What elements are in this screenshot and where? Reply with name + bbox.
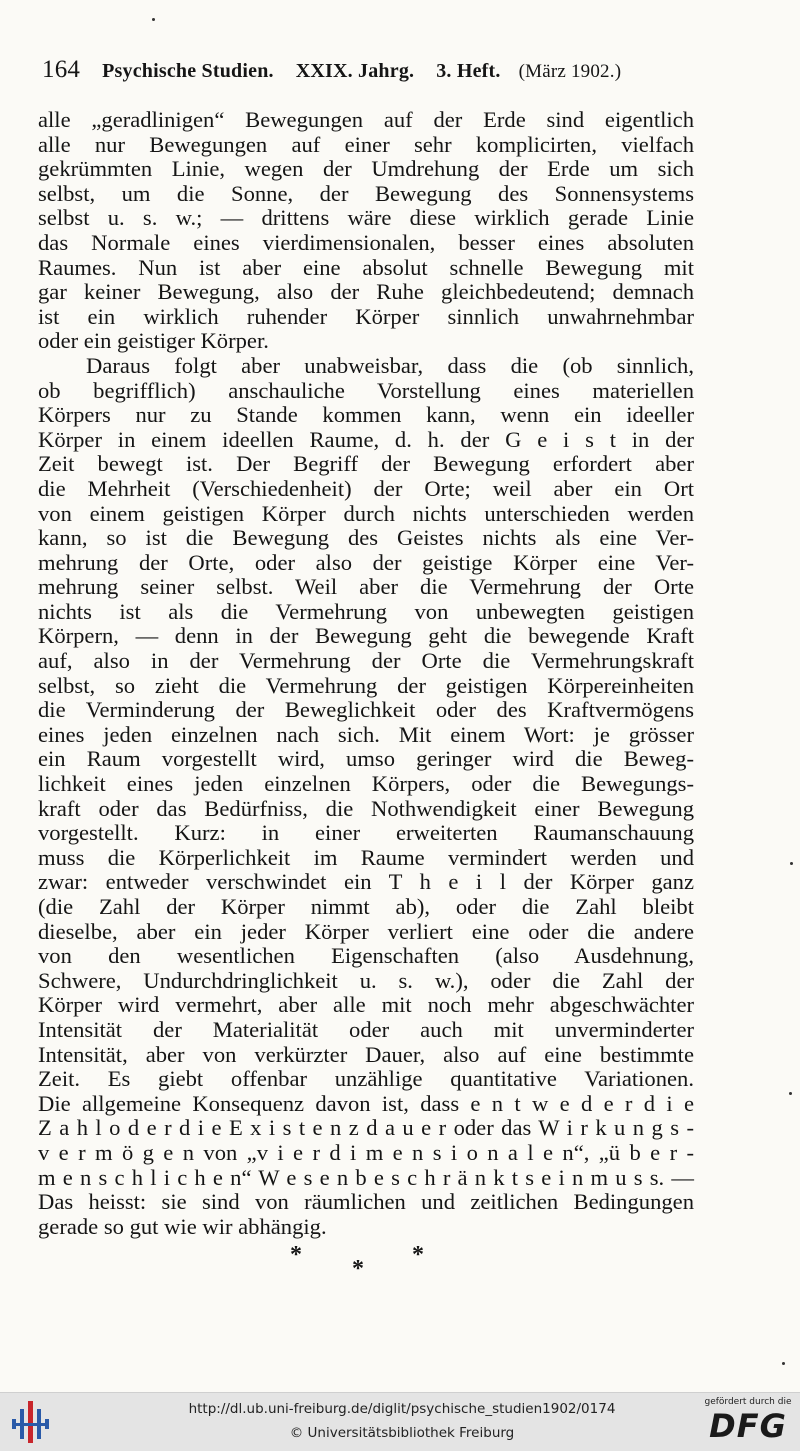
- section-separator: [282, 1242, 442, 1282]
- text-line: das Normale eines vierdimensionalen, besser eines absoluten: [38, 229, 694, 255]
- issue-label: 3. Heft.: [436, 60, 501, 82]
- text-line: Körpers nur zu Stande kommen kann, wenn ein ideeller: [38, 402, 694, 428]
- text-line: von den wesentlichen Eigenschaften (also Ausdehnung,: [38, 943, 694, 969]
- dfg-caption: gefördert durch die: [704, 1397, 792, 1407]
- text-line: oder ein geistiger Körper.: [38, 328, 269, 354]
- dfg-logo-icon: DFG: [709, 1407, 787, 1445]
- copyright-notice: © Universitätsbibliothek Freiburg: [289, 1425, 515, 1441]
- text-line: gekrümmten Linie, wegen der Umdrehung der Erde um sich: [38, 156, 694, 182]
- text-line: selbst, um die Sonne, der Bewegung des Sonnensystems: [38, 180, 694, 206]
- text-line: m e n s c h l i c h e n“ W e s e n b e s c h r ä n k t s e i n m u s s. —: [38, 1164, 694, 1190]
- text-line: (die Zahl der Körper nimmt ab), oder die Zahl bleibt: [38, 894, 694, 919]
- asterisk: *: [412, 1242, 424, 1268]
- university-library-logo-icon: [10, 1399, 54, 1445]
- text-line: Körper wird vermehrt, aber alle mit noch mehr abgeschwächter: [38, 992, 694, 1018]
- text-line: ob begrifflich) anschauliche Vorstellung eines materiellen: [38, 377, 694, 403]
- body-text: [38, 108, 694, 1248]
- text-line: Körper in einem ideellen Raume, d. h. der G e i s t in der: [38, 426, 694, 452]
- text-line: eines jeden einzelnen nach sich. Mit einem Wort: je grösser: [38, 721, 694, 747]
- text-line: Zeit bewegt ist. Der Begriff der Bewegung erfordert aber: [38, 451, 694, 477]
- text-line: von einem geistigen Körper durch nichts unterschieden werden: [38, 500, 694, 526]
- text-line: nichts ist als die Vermehrung von unbewegten geistigen: [38, 598, 694, 624]
- text-line: Daraus folgt aber unabweisbar, dass die (ob sinnlich,: [86, 352, 694, 378]
- scan-speck: [782, 1362, 785, 1365]
- scan-speck: [789, 1092, 792, 1095]
- text-line: Intensität, aber von verkürzter Dauer, also auf eine bestimmte: [38, 1041, 694, 1067]
- text-line: alle „geradlinigen“ Bewegungen auf der Erde sind eigentlich: [38, 107, 694, 132]
- source-url[interactable]: http://dl.ub.uni-freiburg.de/diglit/psychische_studien1902/0174: [188, 1401, 616, 1417]
- volume-label: XXIX. Jahrg.: [295, 60, 415, 82]
- issue-date: (März 1902.): [518, 61, 622, 82]
- text-line: selbst u. s. w.; — drittens wäre diese wirklich gerade Linie: [38, 205, 694, 231]
- text-line: alle nur Bewegungen auf einer sehr komplicirten, vielfach: [38, 131, 694, 157]
- text-line: lichkeit eines jeden einzelnen Körpers, oder die Bewegungs-: [38, 771, 694, 797]
- text-line: gar keiner Bewegung, also der Ruhe gleichbedeutend; demnach: [38, 279, 694, 305]
- text-line: Das heisst: sie sind von räumlichen und zeitlichen Bedingungen: [38, 1189, 694, 1215]
- text-line: mehrung der Orte, oder also der geistige Körper eine Ver-: [38, 549, 694, 575]
- scan-speck: [152, 18, 155, 21]
- text-line: v e r m ö g e n von „v i e r d i m e n s i o n a l e n“, „ü b e r -: [38, 1139, 694, 1165]
- asterisk: *: [352, 1256, 364, 1282]
- text-line: Intensität der Materialität oder auch mit unverminderter: [38, 1016, 694, 1042]
- text-line: Zeit. Es giebt offenbar unzählige quantitative Variationen.: [38, 1066, 694, 1092]
- text-line: zwar: entweder verschwindet ein T h e i l der Körper ganz: [38, 869, 694, 895]
- page-number: 164: [42, 56, 81, 83]
- journal-title: Psychische Studien.: [102, 60, 274, 82]
- text-line: Z a h l o d e r d i e E x i s t e n z d a u e r oder das W i r k u n g s -: [38, 1115, 694, 1141]
- text-line: ein Raum vorgestellt wird, umso geringer wird die Beweg-: [38, 746, 694, 772]
- text-line: kraft oder das Bedürfniss, die Nothwendigkeit einer Bewegung: [38, 795, 694, 821]
- text-line: Die allgemeine Konsequenz davon ist, dass e n t w e d e r d i e: [38, 1090, 694, 1116]
- footer-bar: [0, 1392, 800, 1451]
- text-line: Schwere, Undurchdringlichkeit u. s. w.), oder die Zahl der: [38, 967, 694, 993]
- text-line: kann, so ist die Bewegung des Geistes nichts als eine Ver-: [38, 525, 694, 551]
- text-line: dieselbe, aber ein jeder Körper verliert eine oder die andere: [38, 918, 694, 944]
- text-line: gerade so gut wie wir abhängig.: [38, 1213, 327, 1239]
- scan-speck: [790, 862, 793, 865]
- asterisk: *: [290, 1242, 302, 1268]
- text-line: die Mehrheit (Verschiedenheit) der Orte; weil aber ein Ort: [38, 475, 694, 501]
- running-head: [42, 56, 682, 88]
- dfg-logo: [702, 1397, 794, 1447]
- text-line: ist ein wirklich ruhender Körper sinnlich unwahrnehmbar: [38, 303, 694, 329]
- text-line: mehrung seiner selbst. Weil aber die Vermehrung der Orte: [38, 574, 694, 600]
- text-line: muss die Körperlichkeit im Raume vermindert werden und: [38, 844, 694, 870]
- text-line: selbst, so zieht die Vermehrung der geistigen Körpereinheiten: [38, 672, 694, 698]
- text-line: vorgestellt. Kurz: in einer erweiterten Raumanschauung: [38, 820, 694, 846]
- text-line: Körpern, — denn in der Bewegung geht die bewegende Kraft: [38, 623, 694, 649]
- text-line: Raumes. Nun ist aber eine absolut schnelle Bewegung mit: [38, 254, 694, 280]
- text-line: auf, also in der Vermehrung der Orte die Vermehrungskraft: [38, 648, 694, 674]
- text-line: die Verminderung der Beweglichkeit oder des Kraftvermögens: [38, 697, 694, 723]
